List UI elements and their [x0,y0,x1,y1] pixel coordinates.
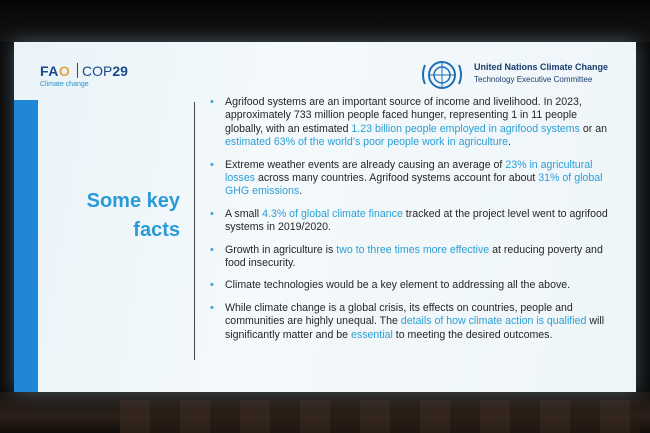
key-facts-list [210,96,610,351]
list-item: • A small 4.3% of global climate finance tracked at the project level went to agrifood systems in 2019/2020. [210,208,610,235]
vertical-divider [194,102,195,360]
presentation-screen [14,42,636,392]
un-emblem-icon [419,56,465,94]
stage-edge [120,400,640,433]
climate-change-label: Climate change [40,81,89,88]
list-item: • Agrifood systems are an important source of income and livelihood. In 2023, approximately 733 million people faced hunger, representing 1 in 11 people globally, with an estimated 1.23 billion people employed in agrifood systems or an estimated 63% of the world’s poor people work in agriculture. [210,96,610,150]
list-item: • Extreme weather events are already causing an average of 23% in agricultural losses across many countries. Agrifood systems account for about 31% of global GHG emissions. [210,159,610,199]
logo-separator [77,63,78,78]
list-item: • Climate technologies would be a key element to addressing all the above. [210,279,610,292]
slide-heading: Some key facts [86,190,180,241]
accent-bar [14,100,38,392]
fao-logo: FAO [40,63,71,79]
unfccc-subtitle: Technology Executive Committee [474,75,593,84]
list-item: • Growth in agriculture is two to three times more effective at reducing poverty and food insecurity. [210,244,610,271]
cop29-logo: COP29 [82,63,128,79]
list-item: • While climate change is a global crisis, its effects on countries, people and communities are highly unequal. The details of how climate action is qualified will significantly matter and be essential to meeting the desired outcomes. [210,302,610,342]
room-background-top [0,0,650,42]
unfccc-title: United Nations Climate Change [474,62,609,72]
